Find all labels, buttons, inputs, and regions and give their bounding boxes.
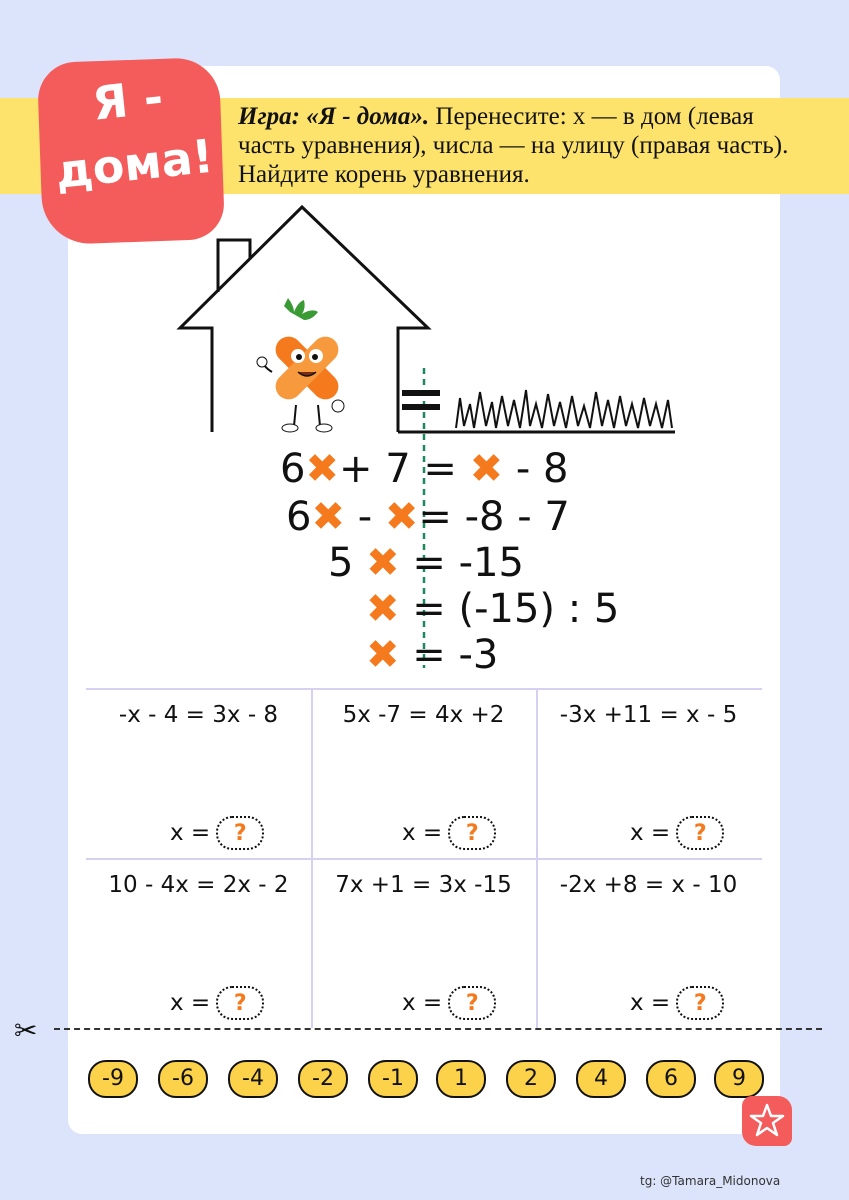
example-line-4: ✖ = (-15) : 5 bbox=[366, 586, 620, 632]
example-line-1: 6✖+ 7 = ✖ - 8 bbox=[280, 446, 569, 492]
problem-3-answer: x = ? bbox=[630, 816, 724, 850]
answer-chip[interactable]: 1 bbox=[436, 1060, 486, 1098]
answer-box[interactable]: ? bbox=[448, 816, 496, 850]
carrot-x-mascot-icon bbox=[257, 298, 344, 432]
equals-bar-bottom bbox=[402, 404, 440, 410]
problem-6-equation: -2x +8 = x - 10 bbox=[559, 872, 738, 898]
game-label: Игра: «Я - дома». bbox=[238, 103, 430, 130]
x-mark-icon: ✖ bbox=[366, 540, 400, 586]
problem-4-answer: x = ? bbox=[170, 986, 264, 1020]
answer-chip[interactable]: 6 bbox=[646, 1060, 696, 1098]
answer-chip[interactable]: -2 bbox=[298, 1060, 348, 1098]
problem-1-equation: -x - 4 = 3x - 8 bbox=[118, 702, 279, 728]
problem-3-equation: -3x +11 = x - 5 bbox=[559, 702, 738, 728]
x-mark-icon: ✖ bbox=[366, 632, 400, 678]
answer-box[interactable]: ? bbox=[216, 816, 264, 850]
star-badge bbox=[742, 1096, 792, 1146]
problems-grid bbox=[86, 688, 762, 1028]
answer-chip[interactable]: 2 bbox=[506, 1060, 556, 1098]
problem-5-equation: 7x +1 = 3x -15 bbox=[335, 872, 512, 898]
title-line-2: дома! bbox=[52, 128, 216, 199]
answer-chip[interactable]: 4 bbox=[576, 1060, 626, 1098]
answer-box[interactable]: ? bbox=[216, 986, 264, 1020]
scissors-icon: ✂ bbox=[14, 1014, 38, 1047]
answer-chip[interactable]: -4 bbox=[228, 1060, 278, 1098]
example-line-5: ✖ = -3 bbox=[366, 632, 499, 678]
x-mark-icon: ✖ bbox=[366, 586, 400, 632]
instructions-text: Перенесите: x — в дом (левая часть уравнения), числа — на улицу (правая часть). Найдите корень уравнения. bbox=[238, 103, 789, 188]
grass-icon bbox=[456, 390, 672, 428]
answer-chip[interactable]: -9 bbox=[88, 1060, 138, 1098]
answer-box[interactable]: ? bbox=[676, 816, 724, 850]
answer-chip[interactable]: 9 bbox=[714, 1060, 764, 1098]
example-line-3: 5 ✖ = -15 bbox=[328, 540, 524, 586]
problem-5-answer: x = ? bbox=[402, 986, 496, 1020]
equals-bar-top bbox=[402, 390, 440, 396]
x-mark-icon: ✖ bbox=[305, 446, 339, 492]
problem-4-equation: 10 - 4x = 2x - 2 bbox=[108, 872, 289, 898]
star-icon bbox=[742, 1096, 792, 1146]
problem-6-answer: x = ? bbox=[630, 986, 724, 1020]
answer-box[interactable]: ? bbox=[676, 986, 724, 1020]
example-line-2: 6✖ - ✖= -8 - 7 bbox=[286, 494, 570, 540]
answer-chip[interactable]: -6 bbox=[158, 1060, 208, 1098]
title-line-1: Я - bbox=[89, 69, 166, 131]
problem-2-answer: x = ? bbox=[402, 816, 496, 850]
x-mark-icon: ✖ bbox=[469, 446, 504, 492]
x-mark-icon: ✖ bbox=[384, 494, 419, 540]
answer-box[interactable]: ? bbox=[448, 986, 496, 1020]
problem-1-answer: x = ? bbox=[170, 816, 264, 850]
cut-line bbox=[54, 1028, 822, 1030]
problem-2-equation: 5x -7 = 4x +2 bbox=[342, 702, 505, 728]
x-mark-icon: ✖ bbox=[311, 494, 345, 540]
author-handle: tg: @Tamara_Midonova bbox=[640, 1174, 781, 1188]
answer-chip[interactable]: -1 bbox=[368, 1060, 418, 1098]
